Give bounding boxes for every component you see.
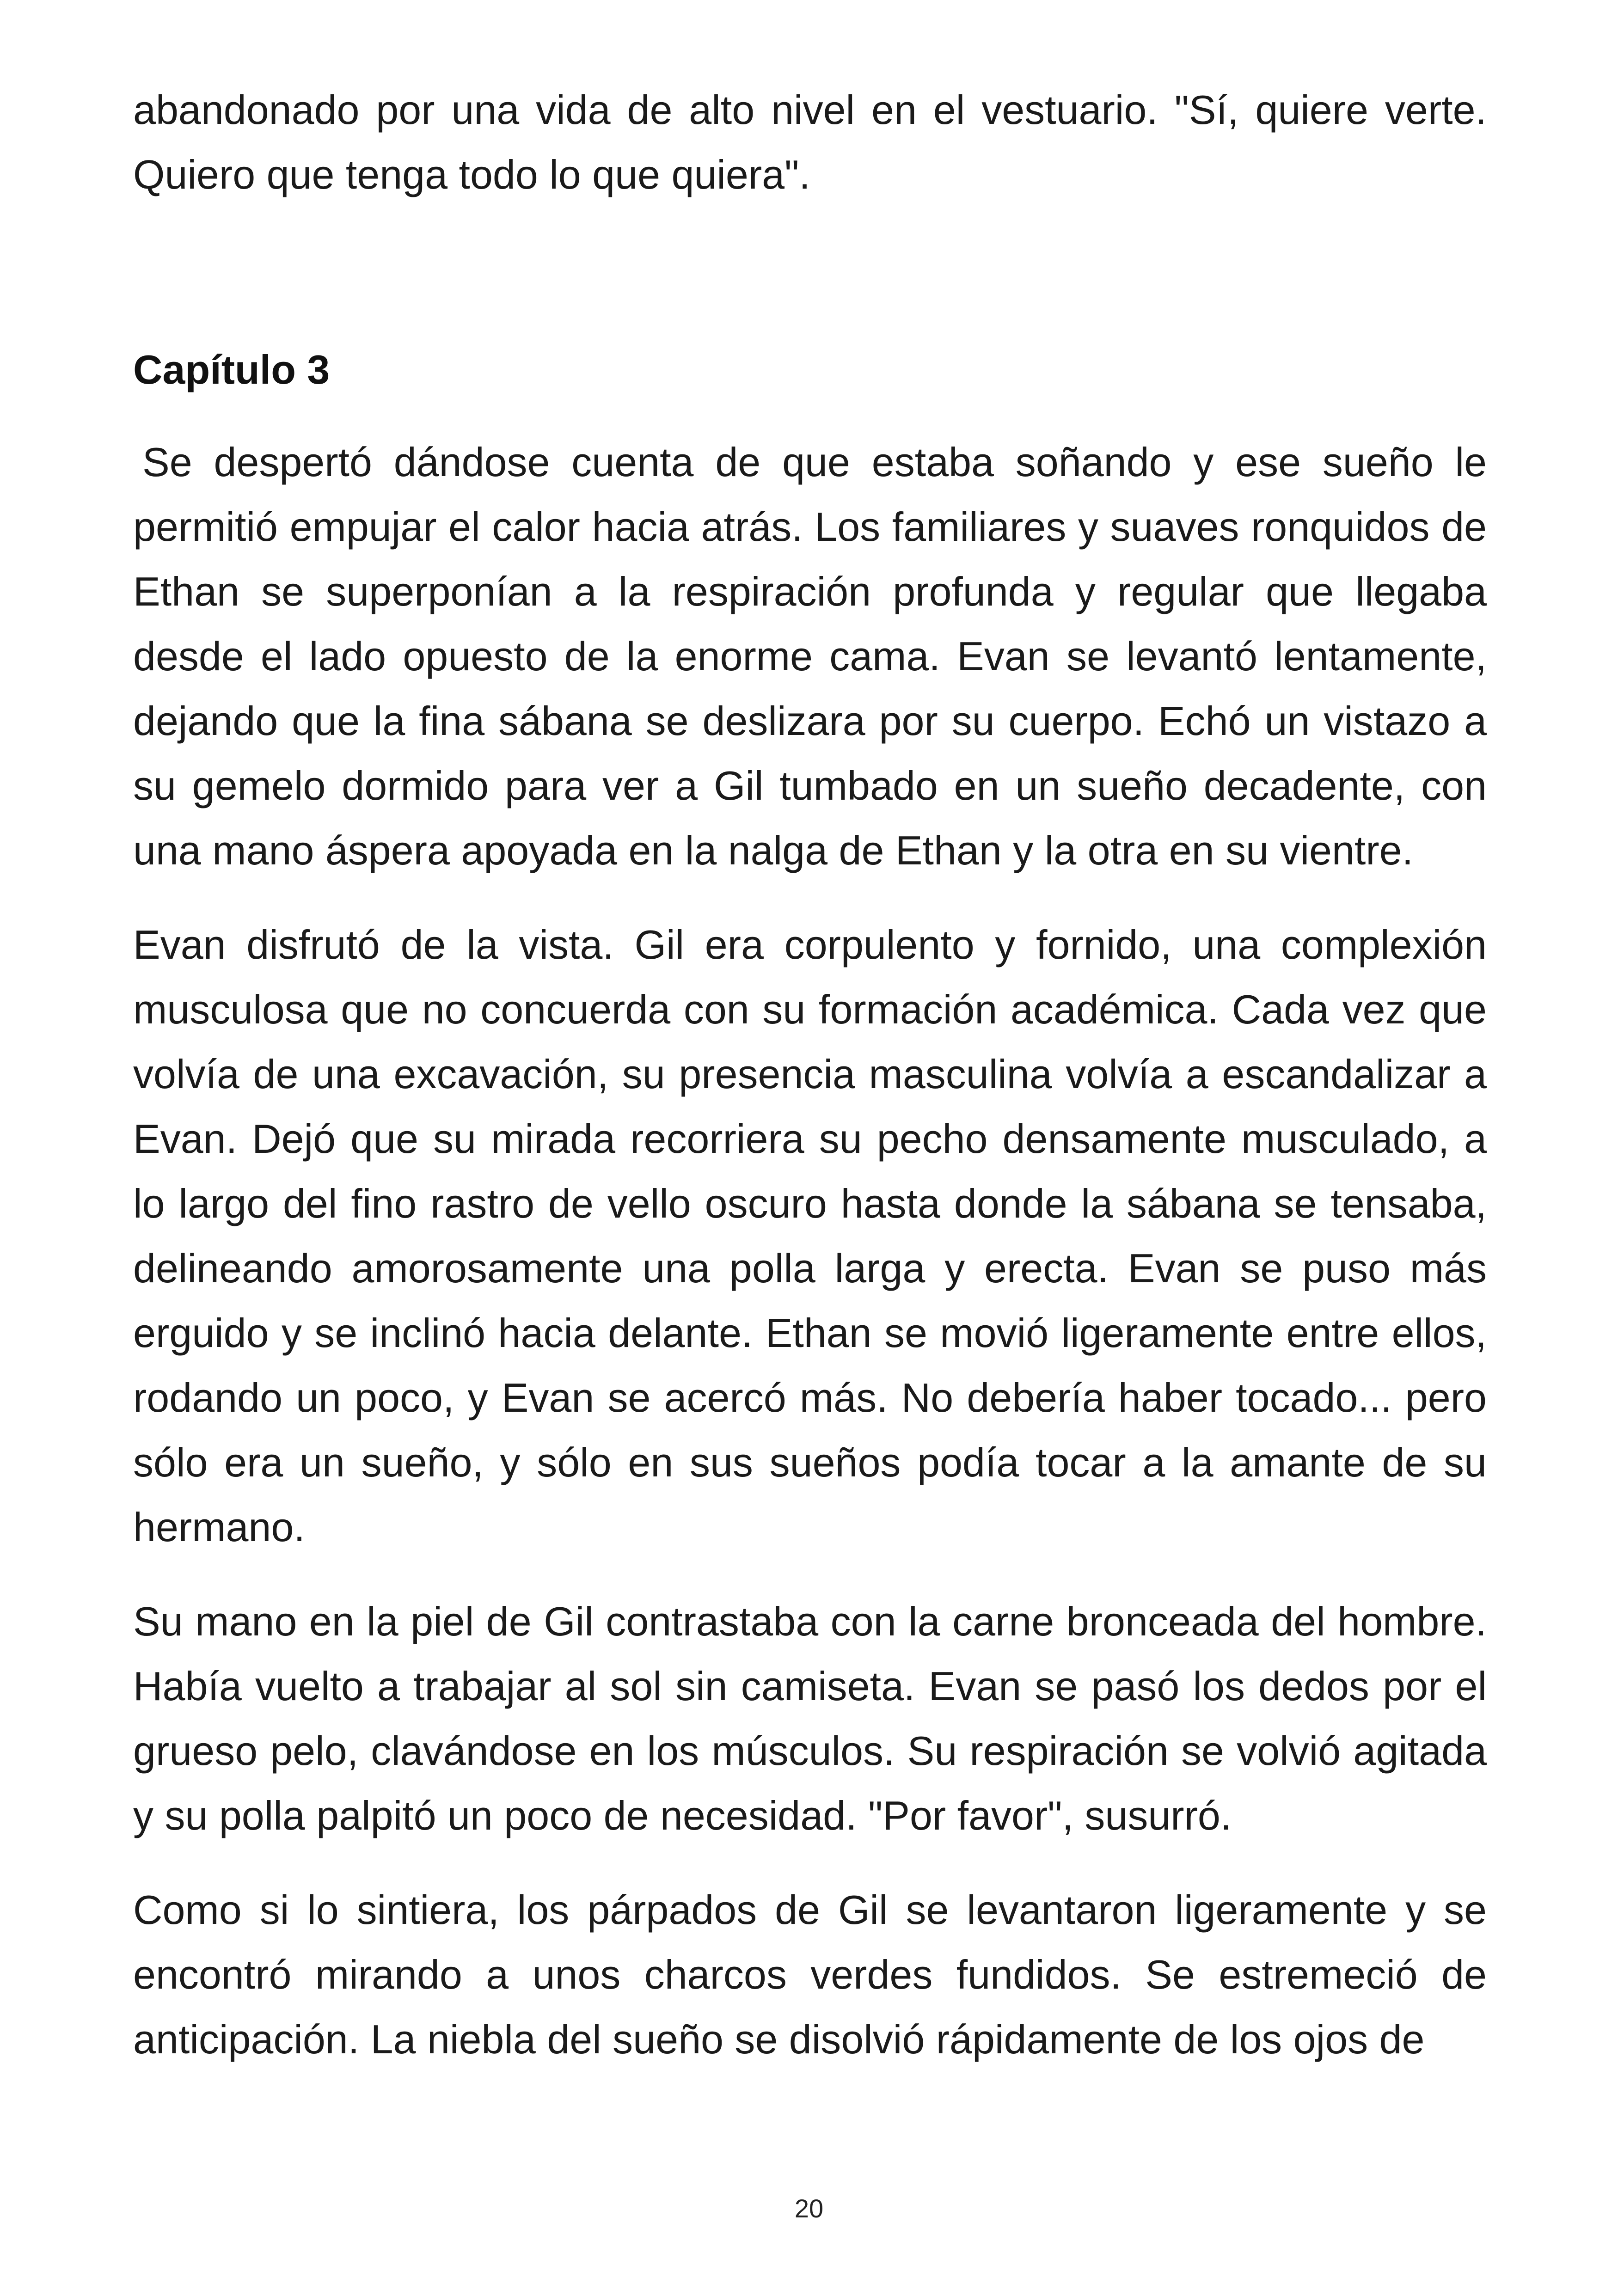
chapter-title: Capítulo 3 (133, 347, 330, 392)
body-paragraph-1: Se despertó dándose cuenta de que estaba soñando y ese sueño le permitió empujar el calor hacia atrás. Los familiares y suaves ronquidos de Ethan se superponían a la respiración profunda y regular que llegaba desde el lado opuesto de la enorme cama. Evan se levantó lentamente, dejando que la fina sábana se deslizara por su cuerpo. Echó un vistazo a su gemelo dormido para ver a Gil tumbado en un sueño decadente, con una mano áspera apoyada en la nalga de Ethan y la otra en su vientre. (133, 439, 1487, 873)
continuation-paragraph: abandonado por una vida de alto nivel en el vestuario. "Sí, quiere verte. Quiero que tenga todo lo que quiera". (133, 87, 1487, 197)
chapter-body (133, 430, 1487, 2072)
body-paragraph-3: Su mano en la piel de Gil contrastaba con la carne bronceada del hombre. Había vuelto a trabajar al sol sin camiseta. Evan se pasó los dedos por el grueso pelo, clavándose en los músculos. Su respiración se volvió agitada y su polla palpitó un poco de necesidad. "Por favor", susurró. (133, 1598, 1487, 1838)
page-number: 20 (794, 2194, 824, 2223)
body-paragraph-4: Como si lo sintiera, los párpados de Gil se levantaron ligeramente y se encontró mirando a unos charcos verdes fundidos. Se estremeció de anticipación. La niebla del sueño se disolvió rápidamente de los ojos de (133, 1887, 1487, 2062)
body-paragraph-2: Evan disfrutó de la vista. Gil era corpulento y fornido, una complexión musculosa que no concuerda con su formación académica. Cada vez que volvía de una excavación, su presencia masculina volvía a escandalizar a Evan. Dejó que su mirada recorriera su pecho densamente musculado, a lo largo del fino rastro de vello oscuro hasta donde la sábana se tensaba, delineando amorosamente una polla larga y erecta. Evan se puso más erguido y se inclinó hacia delante. Ethan se movió ligeramente entre ellos, rodando un poco, y Evan se acercó más. No debería haber tocado... pero sólo era un sueño, y sólo en sus sueños podía tocar a la amante de su hermano. (133, 922, 1487, 1550)
continuation-block (133, 78, 1487, 207)
